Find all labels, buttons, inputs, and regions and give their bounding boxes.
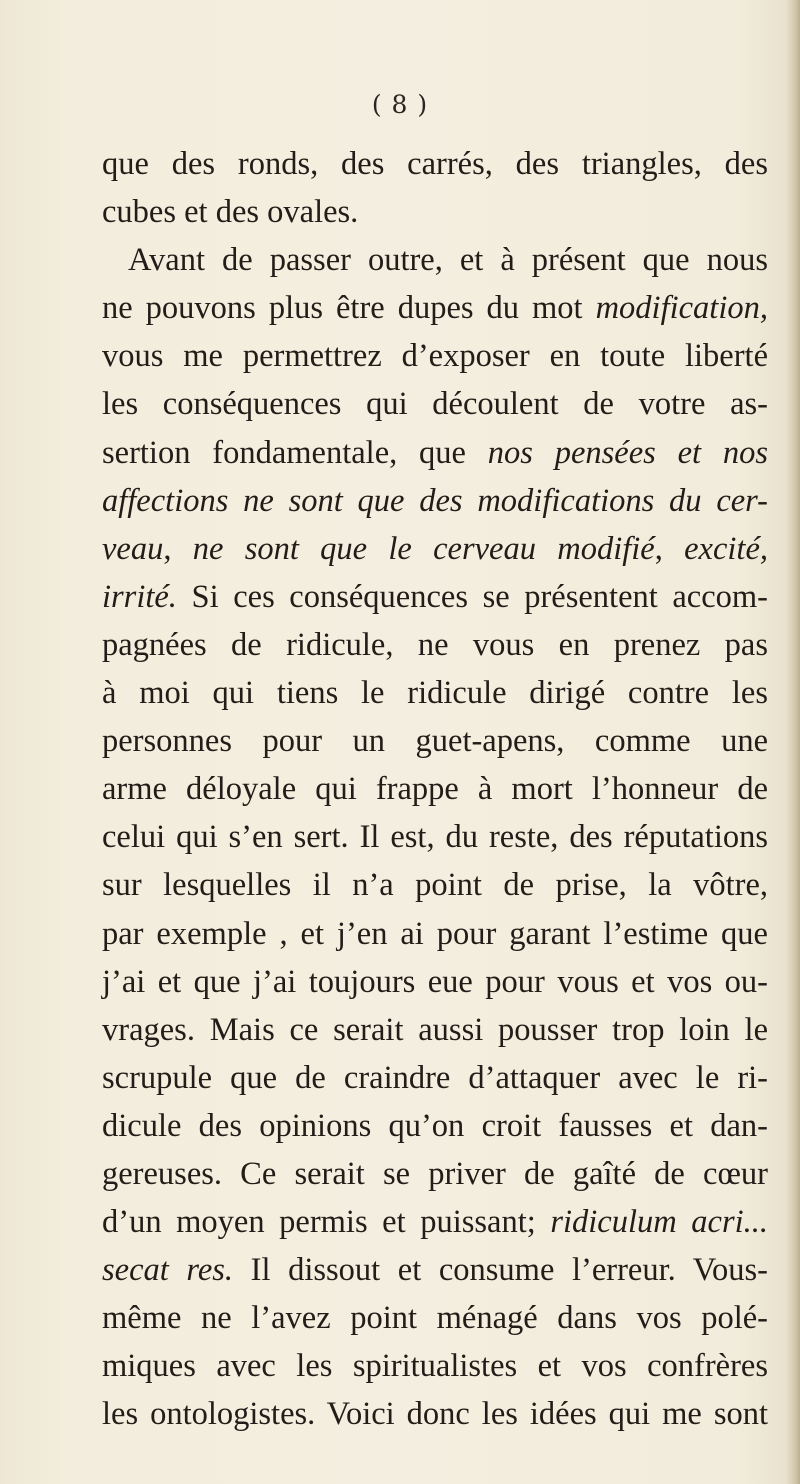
text-line: gereuses. Ce serait se priver de gaîté de cœur <box>102 1155 768 1192</box>
text-line: cubes et des ovales. <box>102 194 359 231</box>
text-line: à moi qui tiens le ridicule dirigé contre les <box>102 675 768 712</box>
text-line: celui qui s’en sert. Il est, du reste, des réputations <box>102 819 768 856</box>
italic-text: ne sont que le cerveau modifié <box>192 530 655 567</box>
text-line <box>102 573 768 621</box>
text-line: vous me permettrez d’exposer en toute liberté <box>102 338 768 375</box>
page-edge-shadow <box>786 0 800 1484</box>
italic-text: modification, <box>595 290 768 327</box>
italic-text: irrité. <box>102 578 177 615</box>
text-line <box>102 429 768 477</box>
text-line: vrages. Mais ce serait aussi pousser trop loin le <box>102 1011 768 1048</box>
text-line: j’ai et que j’ai toujours eue pour vous et vos ou- <box>102 963 768 1000</box>
italic-text: nos pensées et nos <box>487 434 768 471</box>
text-run: , <box>654 530 685 567</box>
text-line: les conséquences qui découlent de votre as- <box>102 386 768 423</box>
text-line: miques avec les spiritualistes et vos confrères <box>102 1348 768 1385</box>
text-line: dicule des opinions qu’on croit fausses et dan- <box>102 1107 768 1144</box>
text-line: sur lesquelles il n’a point de prise, la vôtre, <box>102 867 768 904</box>
italic-text: ridiculum acri... <box>550 1204 769 1241</box>
text-line <box>102 525 768 573</box>
text-line: arme déloyale qui frappe à mort l’honneur de <box>102 771 768 808</box>
italic-text: secat res. <box>102 1252 234 1289</box>
text-run: ne pouvons plus être dupes du mot <box>102 290 596 327</box>
text-line <box>102 1198 768 1246</box>
text-line <box>102 284 768 332</box>
text-line: que des ronds, des carrés, des triangles, des <box>102 146 768 182</box>
body-text <box>102 140 768 1439</box>
text-run: sertion fondamentale, que <box>102 434 488 471</box>
text-run: Si ces conséquences se présentent accom- <box>176 578 768 615</box>
text-line: même ne l’avez point ménagé dans vos polé- <box>102 1300 768 1337</box>
italic-text: excité, <box>684 530 768 567</box>
text-line: Avant de passer outre, et à présent que nous <box>128 242 768 279</box>
text-line: par exemple , et j’en ai pour garant l’estime que <box>102 915 768 952</box>
text-line: personnes pour un guet-apens, comme une <box>102 723 768 760</box>
text-run: d’un moyen permis et puissant; <box>102 1204 551 1241</box>
italic-text: veau <box>102 530 164 567</box>
text-run: , <box>163 530 193 567</box>
text-line: les ontologistes. Voici donc les idées qui me sont <box>102 1396 768 1433</box>
text-line <box>102 1246 768 1294</box>
page-number: ( 8 ) <box>371 90 429 119</box>
text-line: affections ne sont que des modifications du cer- <box>102 482 768 519</box>
text-line: pagnées de ridicule, ne vous en prenez pas <box>102 626 768 663</box>
text-line: scrupule que de craindre d’attaquer avec le ri- <box>102 1059 768 1096</box>
text-run: Il dissout et consume l’erreur. Vous- <box>233 1252 769 1289</box>
